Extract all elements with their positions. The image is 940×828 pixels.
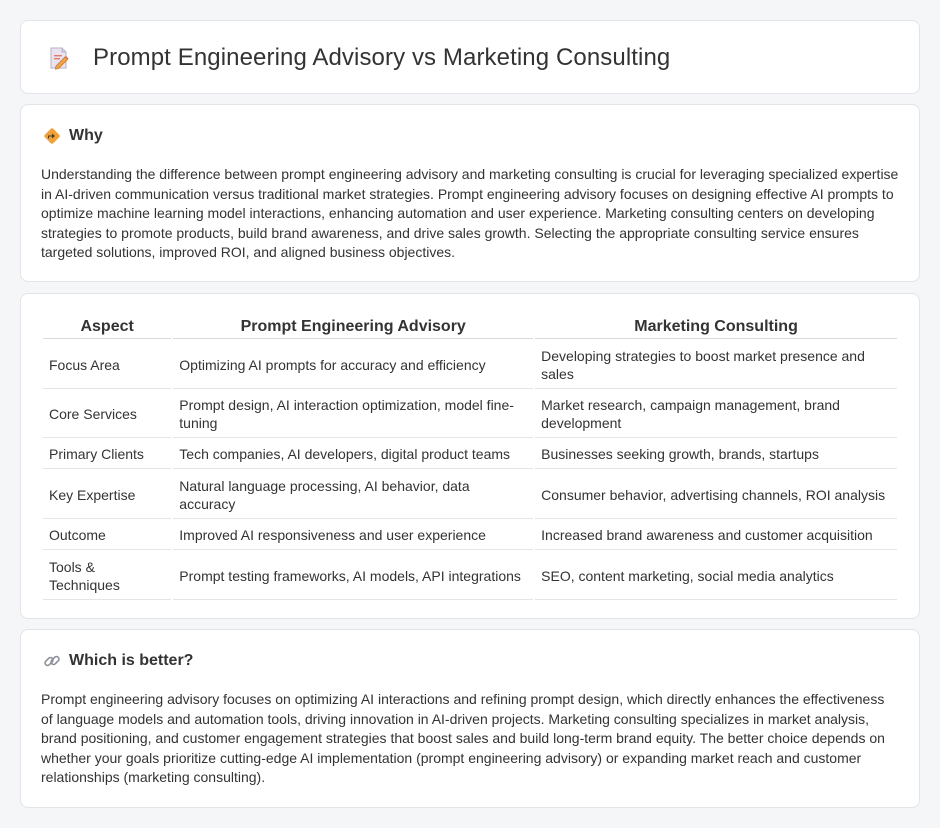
row-prompt-value: Prompt design, AI interaction optimization, model fine-tuning [173,391,533,438]
table-row [43,341,897,389]
why-header [43,127,103,145]
why-section [20,104,920,282]
title-row [47,44,670,72]
title-card [20,20,920,94]
header-marketing-consulting: Marketing Consulting [535,317,897,339]
row-aspect: Key Expertise [43,471,171,519]
page-title: Prompt Engineering Advisory vs Marketing Consulting [93,44,671,71]
link-icon [43,652,61,670]
table-row [43,471,897,519]
row-marketing-value: Market research, campaign management, brand development [535,391,897,438]
row-aspect: Outcome [43,521,171,550]
why-text: Understanding the difference between prompt engineering advisory and marketing consulting is crucial for leveraging specialized expertise in AI-driven communication versus traditional market strategies. Prompt engineering advisory focuses on designing effective AI prompts to optimize machine learning model interactions, enhancing automation and user experience. Marketing consulting centers on developing strategies to promote products, build brand awareness, and drive sales growth. Selecting the appropriate consulting service ensures targeted solutions, improved ROI, and aligned business objectives. [41,166,899,261]
table-row [43,440,897,469]
why-title: Why [69,127,103,144]
which-is-better-section [20,629,920,808]
row-aspect: Core Services [43,391,171,438]
better-text: Prompt engineering advisory focuses on optimizing AI interactions and refining prompt design, which directly enhances the effectiveness of language models and automation tools, driving innovation in AI-driven projects. Marketing consulting specializes in market analysis, brand positioning, and customer engagement strategies that boost sales and build long-term brand equity. The better choice depends on whether your goals prioritize cutting-edge AI implementation (prompt engineering advisory) or expanding market reach and customer relationships (marketing consulting). [41,691,885,786]
row-prompt-value: Optimizing AI prompts for accuracy and efficiency [173,341,533,389]
comparison-section [20,293,920,619]
row-prompt-value: Prompt testing frameworks, AI models, API integrations [173,552,533,600]
row-prompt-value: Tech companies, AI developers, digital product teams [173,440,533,469]
row-marketing-value: Consumer behavior, advertising channels, ROI analysis [535,471,897,519]
table-row [43,552,897,600]
row-marketing-value: Businesses seeking growth, brands, startups [535,440,897,469]
better-header [43,652,193,670]
row-marketing-value: Increased brand awareness and customer acquisition [535,521,897,550]
row-aspect: Primary Clients [43,440,171,469]
row-prompt-value: Improved AI responsiveness and user experience [173,521,533,550]
header-aspect: Aspect [43,317,171,339]
row-aspect: Tools & Techniques [43,552,171,600]
comparison-table [41,315,899,602]
diamond-arrow-icon [43,127,61,145]
header-prompt-engineering: Prompt Engineering Advisory [173,317,533,339]
better-title: Which is better? [69,652,194,669]
row-prompt-value: Natural language processing, AI behavior, data accuracy [173,471,533,519]
row-marketing-value: SEO, content marketing, social media analytics [535,552,897,600]
table-row [43,391,897,438]
document-pencil-icon [47,46,71,70]
row-aspect: Focus Area [43,341,171,389]
table-row [43,521,897,550]
row-marketing-value: Developing strategies to boost market presence and sales [535,341,897,389]
table-header-row [43,317,897,339]
